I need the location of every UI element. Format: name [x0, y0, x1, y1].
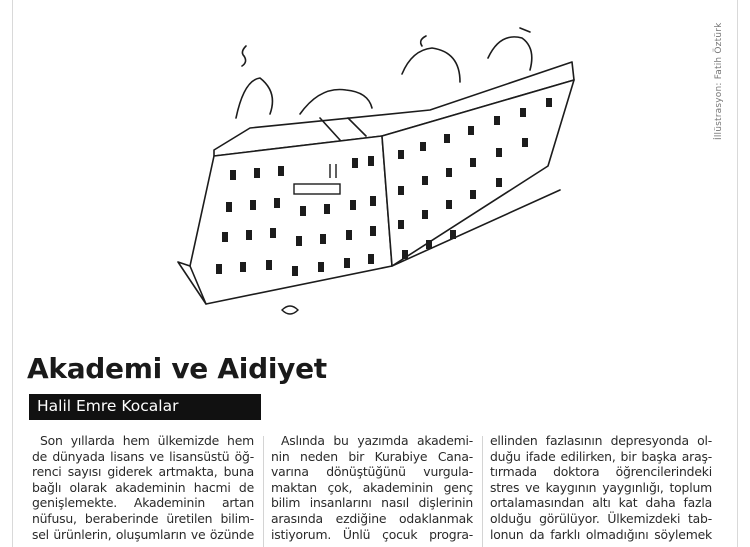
column-line: Son yıllarda hem ülkemizde hem: [40, 433, 254, 448]
column-divider: [263, 436, 264, 547]
author-banner: [29, 394, 261, 420]
column-line: bağlı olarak akademinin hacmi de: [32, 479, 254, 495]
column-line: nüfusu, beraberinde üretilen bilim-: [32, 510, 254, 526]
column-line: bilim insanlarını nasıl dişlerinin: [271, 495, 473, 511]
column-line: arasında ezdiğine odaklanmak: [271, 510, 473, 526]
column-line: maktan çok, akademinin genç: [271, 479, 473, 495]
article-title: Akademi ve Aidiyet: [27, 352, 327, 385]
column-line: de dünyada lisans ve lisansüstü öğ-: [32, 448, 254, 464]
column-line: ellinden fazlasının depresyonda ol-: [490, 433, 712, 448]
text-column-2: [271, 433, 473, 542]
column-line: lonun da farklı olmadığını söylemek: [490, 526, 712, 542]
building-illustration: [170, 18, 590, 336]
illustration-credit: [714, 22, 728, 142]
column-line: varına dönüştüğünü vurgula-: [271, 464, 473, 480]
column-divider: [482, 436, 483, 547]
author-name: Halil Emre Kocalar: [37, 397, 179, 415]
column-line: sel ürünlerin, oluşumların ve özünde: [32, 526, 254, 542]
column-line: stres ve kaygının yaygınlığı, toplum: [490, 479, 712, 495]
column-line: Aslında bu yazımda akademi-: [281, 433, 473, 448]
column-line: nin neden bir Kurabiye Cana-: [271, 448, 473, 464]
text-column-3: [490, 433, 712, 542]
column-line: istiyorum. Ünlü çocuk progra-: [271, 526, 473, 542]
column-line: genişlemekte. Akademinin artan: [32, 495, 254, 511]
column-line: renci sayısı giderek artmakta, buna: [32, 464, 254, 480]
column-line: duğu ifade edilirken, bir başka araş-: [490, 448, 712, 464]
credit-text: İllüstrasyon: Fatih Öztürk: [714, 22, 724, 140]
text-column-1: [32, 433, 254, 542]
column-line: tırmada doktora öğrencilerindeki: [490, 464, 712, 480]
column-line: olduğu görülüyor. Ülkemizdeki tab-: [490, 510, 712, 526]
column-line: ortalamasından altı kat daha fazla: [490, 495, 712, 511]
